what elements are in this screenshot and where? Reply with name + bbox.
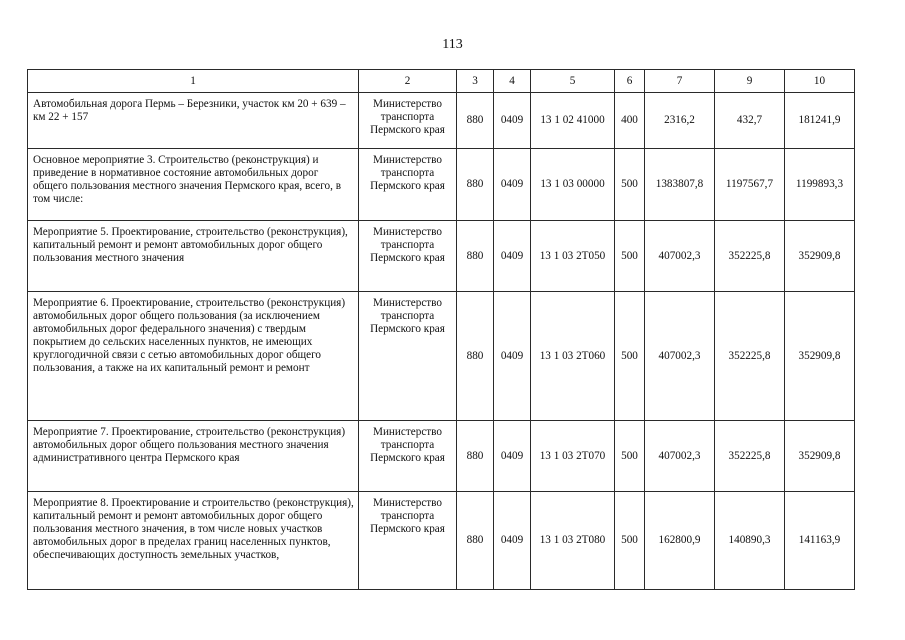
row-code-5: 13 1 03 2Т080 <box>531 492 615 590</box>
row-value-7: 407002,3 <box>645 221 715 292</box>
header-cell: 7 <box>645 70 715 93</box>
row-value-10: 352909,8 <box>785 221 855 292</box>
table-row <box>28 221 855 292</box>
table-row <box>28 492 855 590</box>
row-value-10: 1199893,3 <box>785 149 855 221</box>
header-cell: 5 <box>531 70 615 93</box>
row-code-6: 500 <box>615 492 645 590</box>
header-cell: 3 <box>457 70 494 93</box>
row-value-10: 141163,9 <box>785 492 855 590</box>
row-value-9: 1197567,7 <box>715 149 785 221</box>
table-row <box>28 93 855 149</box>
table-row <box>28 292 855 421</box>
row-value-7: 407002,3 <box>645 292 715 421</box>
row-code-4: 0409 <box>494 221 531 292</box>
row-value-10: 352909,8 <box>785 421 855 492</box>
row-code-5: 13 1 03 2Т050 <box>531 221 615 292</box>
row-value-9: 352225,8 <box>715 221 785 292</box>
row-value-10: 181241,9 <box>785 93 855 149</box>
header-cell: 9 <box>715 70 785 93</box>
row-value-7: 407002,3 <box>645 421 715 492</box>
header-cell: 10 <box>785 70 855 93</box>
row-description: Основное мероприятие 3. Строительство (реконструкция) и приведение в нормативное состояние автомобильных дорог общего пользования местного значения Пермского края, всего, в том числе: <box>28 149 359 221</box>
row-value-7: 2316,2 <box>645 93 715 149</box>
row-value-9: 140890,3 <box>715 492 785 590</box>
row-code-6: 400 <box>615 93 645 149</box>
row-value-7: 1383807,8 <box>645 149 715 221</box>
row-value-7: 162800,9 <box>645 492 715 590</box>
row-description: Автомобильная дорога Пермь – Березники, участок км 20 + 639 – км 22 + 157 <box>28 93 359 149</box>
table-header-row <box>28 70 855 93</box>
row-code-4: 0409 <box>494 93 531 149</box>
row-code-3: 880 <box>457 221 494 292</box>
row-description: Мероприятие 8. Проектирование и строительство (реконструкция), капитальный ремонт и ремонт автомобильных дорог общего пользования местного значения, в том числе новых участков автомобильных дорог в пределах границ населенных пунктов, обеспечивающих доступность земельных участков, <box>28 492 359 590</box>
row-code-5: 13 1 03 2Т070 <box>531 421 615 492</box>
row-code-5: 13 1 03 00000 <box>531 149 615 221</box>
row-code-4: 0409 <box>494 421 531 492</box>
row-value-9: 352225,8 <box>715 292 785 421</box>
row-code-6: 500 <box>615 149 645 221</box>
row-code-6: 500 <box>615 421 645 492</box>
row-code-6: 500 <box>615 221 645 292</box>
row-code-4: 0409 <box>494 492 531 590</box>
page-number: 113 <box>442 37 463 52</box>
row-code-3: 880 <box>457 149 494 221</box>
table-row <box>28 421 855 492</box>
row-ministry: Министерство транспорта Пермского края <box>359 221 457 292</box>
row-code-4: 0409 <box>494 292 531 421</box>
header-cell: 6 <box>615 70 645 93</box>
row-value-10: 352909,8 <box>785 292 855 421</box>
row-code-3: 880 <box>457 492 494 590</box>
row-ministry: Министерство транспорта Пермского края <box>359 93 457 149</box>
row-code-5: 13 1 02 41000 <box>531 93 615 149</box>
header-cell: 4 <box>494 70 531 93</box>
row-ministry: Министерство транспорта Пермского края <box>359 292 457 421</box>
row-code-3: 880 <box>457 93 494 149</box>
row-code-6: 500 <box>615 292 645 421</box>
row-description: Мероприятие 5. Проектирование, строительство (реконструкция), капитальный ремонт и ремонт автомобильных дорог общего пользования местного значения <box>28 221 359 292</box>
row-ministry: Министерство транспорта Пермского края <box>359 149 457 221</box>
row-code-3: 880 <box>457 292 494 421</box>
row-code-3: 880 <box>457 421 494 492</box>
table-row <box>28 149 855 221</box>
row-ministry: Министерство транспорта Пермского края <box>359 492 457 590</box>
row-code-5: 13 1 03 2Т060 <box>531 292 615 421</box>
header-cell: 1 <box>28 70 359 93</box>
row-description: Мероприятие 7. Проектирование, строительство (реконструкция) автомобильных дорог общего пользования местного значения административного центра Пермского края <box>28 421 359 492</box>
row-code-4: 0409 <box>494 149 531 221</box>
row-ministry: Министерство транспорта Пермского края <box>359 421 457 492</box>
row-value-9: 352225,8 <box>715 421 785 492</box>
budget-table <box>27 69 855 590</box>
row-value-9: 432,7 <box>715 93 785 149</box>
header-cell: 2 <box>359 70 457 93</box>
row-description: Мероприятие 6. Проектирование, строительство (реконструкция) автомобильных дорог общего пользования (за исключением автомобильных дорог федерального значения) с твердым покрытием до сельских населенных пунктов, не имеющих круглогодичной связи с сетью автомобильных дорог общего пользования, а также на их капитальный ремонт и ремонт <box>28 292 359 421</box>
